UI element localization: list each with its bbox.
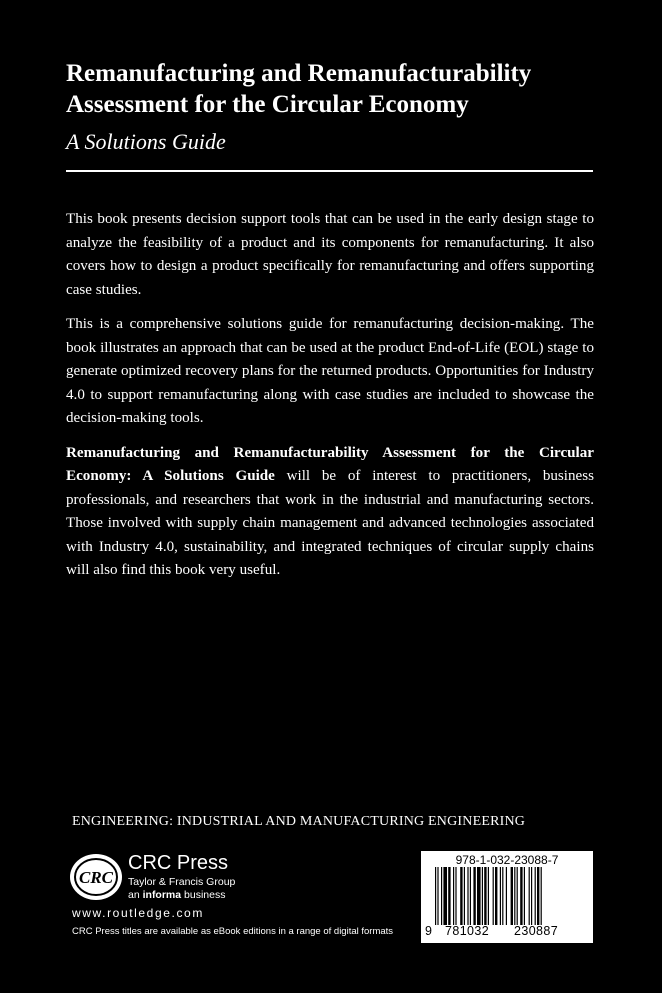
publisher-group: Taylor & Francis Group [128,876,236,888]
barcode-bar [448,867,450,925]
publisher-name: CRC Press [128,852,229,874]
barcode-bar [453,867,454,925]
barcode-bar [531,867,532,925]
barcode-bar [500,867,501,925]
barcode-bar [495,867,497,925]
book-title-line-2: Assessment for the Circular Economy [66,91,469,118]
description-title-bold: Remanufacturing and Remanufacturability Assessment for the Circular Economy: A Solutions Guide [66,444,594,484]
barcode-digits-left: 781032 [445,924,490,938]
barcode-bar [443,867,447,925]
barcode-digit-first: 9 [425,924,433,938]
barcode-bar [470,867,471,925]
description-paragraph-1: This book presents decision support tools that can be used in the early design stage to analyze the feasibility of a product and its components for remanufacturing. It also covers how to design a product specifically for remanufacturing and offers supporting case studies. [66,211,594,298]
description-paragraph-3-text: will be of interest to practitioners, business professionals, and researchers that work in the industrial and manufacturing sectors. Those involved with supply chain management and advanced technologies associated with Industry 4.0, sustainability, and integrated techniques of circular supply chains will also find this book very useful. [66,468,594,578]
tagline-prefix: an [128,889,143,901]
barcode-bar [520,867,522,925]
title-divider [66,170,593,172]
barcode-bar [541,867,542,925]
barcode-bar [524,867,525,925]
barcode-bar [506,867,507,925]
barcode-bar [529,867,530,925]
isbn-barcode [421,851,593,943]
barcode-bar [484,867,486,925]
barcode-bar [493,867,494,925]
book-description [66,208,594,594]
crc-logo-text: CRC [78,868,114,887]
barcode-bar [435,867,436,925]
barcode-bar [502,867,503,925]
isbn-number: 978-1-032-23088-7 [455,853,559,867]
barcode-bar [455,867,456,925]
barcode-bar [535,867,536,925]
barcode-digits-right: 230887 [514,924,559,938]
tagline-suffix: business [181,889,226,901]
ebook-note: CRC Press titles are available as eBook editions in a range of digital formats [72,926,394,937]
barcode-bar [437,867,438,925]
publisher-url[interactable]: www.routledge.com [72,906,204,920]
publisher-tagline [128,889,225,902]
barcode-bar [477,867,481,925]
barcode-bar [460,867,462,925]
crc-logo-icon [68,852,124,902]
barcode-bar [482,867,483,925]
barcode-bars [435,867,583,925]
barcode-bar [473,867,475,925]
barcode-bar [517,867,518,925]
book-subtitle: A Solutions Guide [66,129,226,154]
description-paragraph-3 [66,442,594,583]
barcode-bar [488,867,489,925]
book-title [66,58,606,120]
subject-category: ENGINEERING: INDUSTRIAL AND MANUFACTURING ENGINEERING [72,814,526,829]
book-title-line-1: Remanufacturing and Remanufacturability [66,60,532,87]
barcode-bar [537,867,539,925]
barcode-bar [441,867,442,925]
tagline-informa: informa [142,889,182,901]
description-paragraph-2: This is a comprehensive solutions guide for remanufacturing decision-making. The book illustrates an approach that can be used at the product End-of-Life (EOL) stage to generate optimized recovery plans for the returned products. Opportunities for Industry 4.0 to support remanufacturing along with case studies are included to showcase the decision-making tools. [66,316,594,426]
barcode-bar [511,867,513,925]
barcode-bar [467,867,468,925]
barcode-bar [464,867,465,925]
barcode-bar [514,867,515,925]
